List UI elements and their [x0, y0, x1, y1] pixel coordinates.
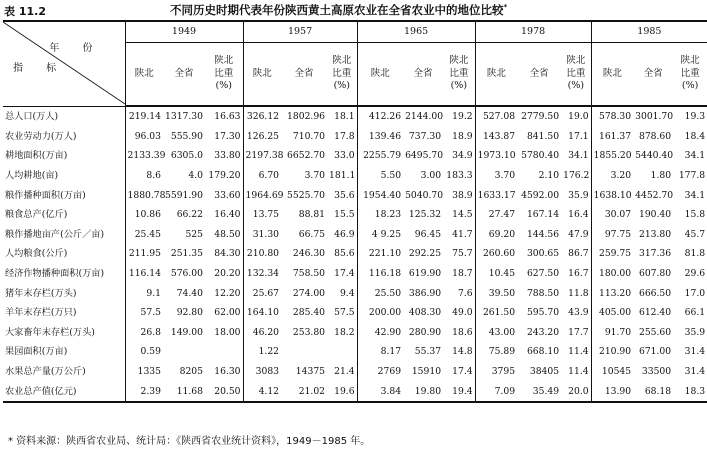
table-cell: 144.56	[526, 228, 560, 240]
table-cell: 211.95	[125, 244, 163, 264]
table-row	[3, 323, 707, 343]
table-row	[3, 106, 707, 127]
table-cell: 527.08	[475, 106, 517, 127]
table-cell: 18.00	[214, 326, 241, 338]
table-cell: 2255.79	[357, 146, 403, 166]
row-indicator-name: 农业总产值(亿元)	[3, 381, 125, 402]
table-cell: 17.0	[684, 287, 706, 299]
table-cell: 17.4	[334, 267, 355, 279]
table-cell: 2144.00	[405, 111, 444, 123]
row-indicator-name: 粮作播地亩产(公斤／亩)	[5, 228, 105, 240]
table-cell: 164.10	[243, 303, 281, 323]
table-cell: 19.4	[443, 381, 475, 402]
table-row	[3, 166, 707, 186]
table-cell: 179.20	[208, 169, 241, 181]
title-footnote-mark: *	[503, 3, 508, 12]
table-cell: 627.50	[526, 267, 560, 279]
table-cell: 97.75	[591, 225, 633, 245]
table-cell: 0.59	[125, 342, 163, 362]
table-cell: 200.00	[357, 303, 403, 323]
table-cell: 412.26	[357, 106, 403, 127]
table-cell: 18.1	[334, 111, 355, 123]
table-cell: 221.10	[357, 244, 403, 264]
table-cell: 210.90	[591, 342, 633, 362]
table-row	[3, 283, 707, 303]
table-cell: 5525.70	[287, 189, 326, 201]
corner-indicator-label: 指 标	[13, 63, 67, 74]
table-cell: 3.70	[475, 166, 517, 186]
data-table	[3, 20, 707, 403]
table-cell: 15910	[411, 365, 442, 377]
subheader-province: 全省	[163, 43, 205, 107]
subheader-shaanbei: 陕北	[125, 43, 163, 107]
table-cell: 1633.17	[475, 185, 517, 205]
row-indicator-name: 羊年末存栏(万只)	[5, 307, 77, 319]
table-cell: 190.40	[638, 209, 672, 221]
table-cell: 113.20	[591, 283, 633, 303]
subheader-province: 全省	[517, 43, 561, 107]
table-cell: 20.20	[214, 267, 241, 279]
table-cell: 17.4	[452, 365, 473, 377]
table-cell: 34.1	[568, 150, 589, 162]
table-cell: 1973.10	[475, 146, 517, 166]
table-cell: 1964.69	[243, 185, 281, 205]
table-cell: 139.46	[357, 127, 403, 147]
table-cell: 1.22	[243, 342, 281, 362]
table-cell: 841.50	[526, 130, 560, 142]
table-cell: 43.00	[475, 323, 517, 343]
table-cell: 16.40	[214, 209, 241, 221]
table-cell: 116.18	[357, 264, 403, 284]
table-cell: 48.50	[214, 228, 241, 240]
table-cell: 88.81	[298, 209, 326, 221]
table-cell: 19.2	[452, 111, 473, 123]
table-cell: 149.00	[170, 326, 203, 338]
subheader-province: 全省	[281, 43, 327, 107]
subheader-shaanbei: 陕北	[243, 43, 281, 107]
table-cell: 10.45	[475, 264, 517, 284]
subheader-ratio-line: (%)	[567, 80, 585, 92]
table-cell: 33.0	[334, 150, 355, 162]
table-cell: 710.70	[292, 130, 326, 142]
subheader-ratio-line: (%)	[681, 80, 699, 92]
table-cell: 4.0	[188, 169, 203, 181]
table-cell: 405.00	[591, 303, 633, 323]
table-cell: 1802.96	[287, 111, 326, 123]
table-cell: 91.70	[591, 323, 633, 343]
table-cell: 578.30	[591, 106, 633, 127]
table-cell: 1638.10	[591, 185, 633, 205]
table-cell: 4.12	[243, 381, 281, 402]
table-cell: 9.1	[125, 283, 163, 303]
table-cell: 3.70	[304, 169, 326, 181]
table-cell: 25.67	[243, 283, 281, 303]
table-cell: 213.80	[638, 228, 672, 240]
table-cell: 181.1	[329, 169, 356, 181]
subheader-shaanbei: 陕北	[475, 43, 517, 107]
table-cell: 3001.70	[635, 111, 674, 123]
subheader-ratio-line: 陕北	[680, 54, 700, 66]
table-cell: 5780.40	[521, 150, 560, 162]
table-cell: 39.50	[475, 283, 517, 303]
table-cell: 126.25	[243, 127, 281, 147]
subheader-ratio-line: 陕北	[449, 54, 469, 66]
table-cell: 3795	[475, 362, 517, 382]
table-cell: 18.7	[452, 267, 473, 279]
table-cell: 34.9	[452, 150, 473, 162]
header-corner	[3, 21, 125, 106]
year-header-1985: 1985	[591, 21, 707, 43]
table-cell: 14.5	[452, 209, 473, 221]
table-cell: 386.90	[408, 287, 442, 299]
table-cell: 18.2	[334, 326, 355, 338]
table-cell: 11.8	[568, 287, 589, 299]
table-row	[3, 225, 707, 245]
table-cell: 2.39	[125, 381, 163, 402]
table-cell: 292.25	[408, 248, 442, 260]
row-indicator-name: 经济作物播种面积(万亩)	[5, 267, 105, 279]
row-indicator-name: 耕地面积(万亩)	[5, 150, 68, 162]
table-cell: 5040.70	[405, 189, 444, 201]
subheader-ratio-line: 陕北	[332, 54, 352, 66]
table-cell: 1880.78	[125, 185, 163, 205]
table-cell: 8.17	[357, 342, 403, 362]
table-cell: 7.6	[457, 287, 473, 299]
table-cell: 253.80	[292, 326, 326, 338]
table-cell: 737.30	[408, 130, 442, 142]
table-cell: 1317.30	[165, 111, 203, 123]
table-cell: 55.37	[414, 346, 442, 358]
table-cell: 19.6	[327, 381, 357, 402]
table-cell: 3.20	[591, 166, 633, 186]
table-cell: 35.49	[517, 381, 561, 402]
table-cell: 219.14	[125, 106, 163, 127]
table-cell: 260.60	[475, 244, 517, 264]
subheader-ratio	[561, 43, 591, 107]
table-cell: 17.30	[214, 130, 241, 142]
table-cell: 84.30	[214, 248, 241, 260]
row-indicator-name: 粮作播种面积(万亩)	[5, 189, 86, 201]
table-cell: 16.4	[568, 209, 589, 221]
table-cell: 57.5	[125, 303, 163, 323]
table-cell: 74.40	[176, 287, 203, 299]
table-cell: 1335	[125, 362, 163, 382]
table-cell: 18.9	[452, 130, 473, 142]
table-cell: 81.8	[684, 248, 706, 260]
table-cell: 46.20	[243, 323, 281, 343]
table-cell: 261.50	[475, 303, 517, 323]
table-cell: 49.0	[452, 307, 473, 319]
subheader-ratio-line: 比重	[214, 67, 234, 79]
table-cell: 183.3	[446, 169, 473, 181]
table-cell: 69.20	[475, 225, 517, 245]
subheader-shaanbei: 陕北	[591, 43, 633, 107]
table-cell: 3.00	[420, 169, 442, 181]
subheader-shaanbei: 陕北	[357, 43, 403, 107]
table-cell: 2.10	[538, 169, 560, 181]
year-header-1949: 1949	[125, 21, 243, 43]
subheader-ratio-line: 比重	[449, 67, 469, 79]
table-cell: 33500	[641, 365, 672, 377]
table-cell: 1855.20	[591, 146, 633, 166]
table-cell: 176.2	[563, 169, 590, 181]
table-cell	[163, 342, 205, 362]
table-cell: 4 9.25	[357, 225, 403, 245]
table-cell: 21.4	[334, 365, 355, 377]
table-cell: 19.80	[403, 381, 443, 402]
table-row	[3, 264, 707, 284]
subheader-ratio-line: 比重	[566, 67, 586, 79]
table-row	[3, 185, 707, 205]
table-cell: 33.80	[214, 150, 241, 162]
table-cell: 167.14	[526, 209, 560, 221]
table-cell: 35.6	[334, 189, 355, 201]
footnote: * 资料来源：陕西省农业局、统计局：《陕西省农业统计资料》，1949－1985 年。	[8, 436, 371, 447]
table-cell: 259.75	[591, 244, 633, 264]
table-cell: 2779.50	[521, 111, 560, 123]
table-cell: 45.7	[684, 228, 706, 240]
table-cell: 31.30	[243, 225, 281, 245]
table-cell: 1954.40	[357, 185, 403, 205]
table-cell: 619.90	[408, 267, 442, 279]
table-row	[3, 381, 707, 402]
table-cell: 18.4	[684, 130, 706, 142]
table-cell: 31.4	[684, 365, 706, 377]
table-cell: 43.9	[568, 307, 589, 319]
table-cell: 10.86	[125, 205, 163, 225]
table-cell: 671.00	[638, 346, 672, 358]
table-cell: 26.8	[125, 323, 163, 343]
table-cell: 21.02	[281, 381, 327, 402]
row-indicator-name: 粮食总产(亿斤)	[5, 209, 68, 221]
table-cell: 9.4	[339, 287, 355, 299]
table-cell: 666.50	[638, 287, 672, 299]
table-cell: 6.70	[243, 166, 281, 186]
table-cell: 17.7	[568, 326, 589, 338]
table-cell: 20.50	[205, 381, 243, 402]
table-cell: 47.9	[568, 228, 589, 240]
table-cell: 10545	[591, 362, 633, 382]
year-header-1957: 1957	[243, 21, 357, 43]
table-cell: 31.4	[684, 346, 706, 358]
row-indicator-name: 大家畜年末存栏(万头)	[5, 326, 95, 338]
table-cell: 4452.70	[635, 189, 674, 201]
table-cell: 13.90	[591, 381, 633, 402]
table-cell: 788.50	[526, 287, 560, 299]
table-cell: 2197.38	[243, 146, 281, 166]
subheader-ratio	[205, 43, 243, 107]
table-cell: 66.75	[298, 228, 326, 240]
subheader-ratio-line: (%)	[333, 80, 351, 92]
table-cell: 13.75	[243, 205, 281, 225]
table-cell: 6652.70	[287, 150, 326, 162]
table-title-text: 不同历史时期代表年份陕西黄土高原农业在全省农业中的地位比较	[170, 3, 504, 17]
table-cell: 612.40	[638, 307, 672, 319]
table-cell: 35.9	[684, 326, 706, 338]
year-header-1978: 1978	[475, 21, 591, 43]
table-cell: 75.7	[452, 248, 473, 260]
table-cell: 86.7	[568, 248, 589, 260]
subheader-province: 全省	[633, 43, 673, 107]
table-cell: 41.7	[452, 228, 473, 240]
table-cell: 27.47	[475, 205, 517, 225]
table-cell: 96.03	[125, 127, 163, 147]
row-indicator-name: 猪年末存栏(万头)	[5, 287, 77, 299]
table-cell: 177.8	[678, 169, 706, 181]
table-cell: 210.80	[243, 244, 281, 264]
subheader-ratio-line: 比重	[680, 67, 700, 79]
table-cell: 525	[185, 228, 203, 240]
table-cell: 1.80	[650, 169, 672, 181]
table-cell: 5591.90	[165, 189, 203, 201]
table-cell: 2769	[357, 362, 403, 382]
table-cell: 408.30	[408, 307, 442, 319]
row-indicator-name: 人均粮食(公斤)	[5, 248, 68, 260]
table-row	[3, 362, 707, 382]
table-cell: 576.00	[170, 267, 203, 279]
table-cell: 878.60	[638, 130, 672, 142]
table-cell: 5440.40	[635, 150, 674, 162]
table-cell: 16.30	[214, 365, 241, 377]
table-cell: 25.45	[125, 225, 163, 245]
table-cell: 16.7	[568, 267, 589, 279]
table-row	[3, 146, 707, 166]
table-cell: 14375	[295, 365, 326, 377]
table-cell: 19.3	[684, 111, 706, 123]
table-cell: 2133.39	[125, 146, 163, 166]
table-cell: 34.1	[684, 189, 706, 201]
table-cell: 607.80	[638, 267, 672, 279]
subheader-ratio-line: 比重	[332, 67, 352, 79]
table-row	[3, 244, 707, 264]
table-cell: 16.63	[214, 111, 241, 123]
table-cell: 317.36	[638, 248, 672, 260]
table-cell: 7.09	[475, 381, 517, 402]
table-cell: 66.1	[684, 307, 706, 319]
table-cell: 125.32	[408, 209, 442, 221]
table-cell: 300.65	[526, 248, 560, 260]
table-cell: 280.90	[408, 326, 442, 338]
table-row	[3, 205, 707, 225]
year-header-1965: 1965	[357, 21, 475, 43]
table-cell: 116.14	[125, 264, 163, 284]
subheader-ratio-line: (%)	[450, 80, 468, 92]
table-cell: 34.1	[684, 150, 706, 162]
table-cell: 143.87	[475, 127, 517, 147]
table-cell: 161.37	[591, 127, 633, 147]
table-title	[170, 2, 507, 18]
table-cell: 57.5	[334, 307, 355, 319]
table-cell	[281, 342, 327, 362]
table-cell: 35.9	[568, 189, 589, 201]
row-indicator-name: 农业劳动力(万人)	[5, 130, 77, 142]
table-cell: 92.80	[176, 307, 203, 319]
table-cell: 30.07	[591, 205, 633, 225]
table-cell: 18.3	[673, 381, 707, 402]
subheader-ratio	[443, 43, 475, 107]
table-cell: 326.12	[243, 106, 281, 127]
table-cell: 251.35	[170, 248, 203, 260]
table-cell: 6305.0	[170, 150, 203, 162]
table-cell: 18.6	[452, 326, 473, 338]
row-indicator-name: 果园面积(万亩)	[5, 346, 68, 358]
table-number: 表 11.2	[4, 5, 46, 18]
table-cell: 15.8	[684, 209, 706, 221]
table-cell: 255.60	[638, 326, 672, 338]
row-indicator-name: 总人口(万人)	[5, 110, 59, 122]
table-cell: 11.68	[163, 381, 205, 402]
table-row	[3, 303, 707, 323]
table-cell: 33.60	[214, 189, 241, 201]
table-cell	[327, 342, 357, 362]
table-cell: 20.0	[561, 381, 591, 402]
subheader-ratio	[673, 43, 707, 107]
table-cell: 758.50	[292, 267, 326, 279]
table-cell: 3.84	[357, 381, 403, 402]
row-indicator-name: 水果总产量(万公斤)	[5, 365, 86, 377]
table-cell: 668.10	[526, 346, 560, 358]
table-cell: 6495.70	[405, 150, 444, 162]
subheader-ratio	[327, 43, 357, 107]
table-cell: 85.6	[334, 248, 355, 260]
table-cell: 11.4	[568, 346, 589, 358]
subheader-ratio-line: (%)	[215, 80, 232, 92]
table-cell: 132.34	[243, 264, 281, 284]
table-row	[3, 127, 707, 147]
subheader-ratio-line: 陕北	[566, 54, 586, 66]
table-cell: 5.50	[357, 166, 403, 186]
table-cell: 42.90	[357, 323, 403, 343]
table-cell: 62.00	[214, 307, 241, 319]
table-cell: 285.40	[292, 307, 326, 319]
table-cell: 17.8	[334, 130, 355, 142]
table-row	[3, 342, 707, 362]
table-cell: 243.20	[526, 326, 560, 338]
table-cell: 68.18	[633, 381, 673, 402]
table-cell: 14.8	[452, 346, 473, 358]
table-cell: 17.1	[568, 130, 589, 142]
table-cell: 8.6	[125, 166, 163, 186]
table-cell: 25.50	[357, 283, 403, 303]
table-cell: 66.22	[176, 209, 203, 221]
table-cell: 4592.00	[521, 189, 560, 201]
table-cell: 38405	[529, 365, 560, 377]
table-cell: 3083	[243, 362, 281, 382]
table-cell: 595.70	[526, 307, 560, 319]
corner-year-label: 年 份	[49, 43, 103, 54]
table-cell: 18.23	[357, 205, 403, 225]
table-cell: 75.89	[475, 342, 517, 362]
table-cell: 11.4	[568, 365, 589, 377]
table-cell: 555.90	[170, 130, 203, 142]
table-cell: 46.9	[334, 228, 355, 240]
table-cell: 19.0	[568, 111, 589, 123]
table-cell: 15.5	[334, 209, 355, 221]
table-cell: 8205	[179, 365, 203, 377]
table-cell: 96.45	[414, 228, 442, 240]
table-cell: 180.00	[591, 264, 633, 284]
table-cell: 29.6	[684, 267, 706, 279]
table-cell	[205, 342, 243, 362]
row-indicator-name: 人均耕地(亩)	[5, 169, 59, 181]
table-cell: 38.9	[452, 189, 473, 201]
subheader-ratio-line: 陕北	[214, 54, 234, 66]
subheader-province: 全省	[403, 43, 443, 107]
table-cell: 246.30	[292, 248, 326, 260]
table-cell: 12.20	[214, 287, 241, 299]
table-cell: 274.00	[292, 287, 326, 299]
